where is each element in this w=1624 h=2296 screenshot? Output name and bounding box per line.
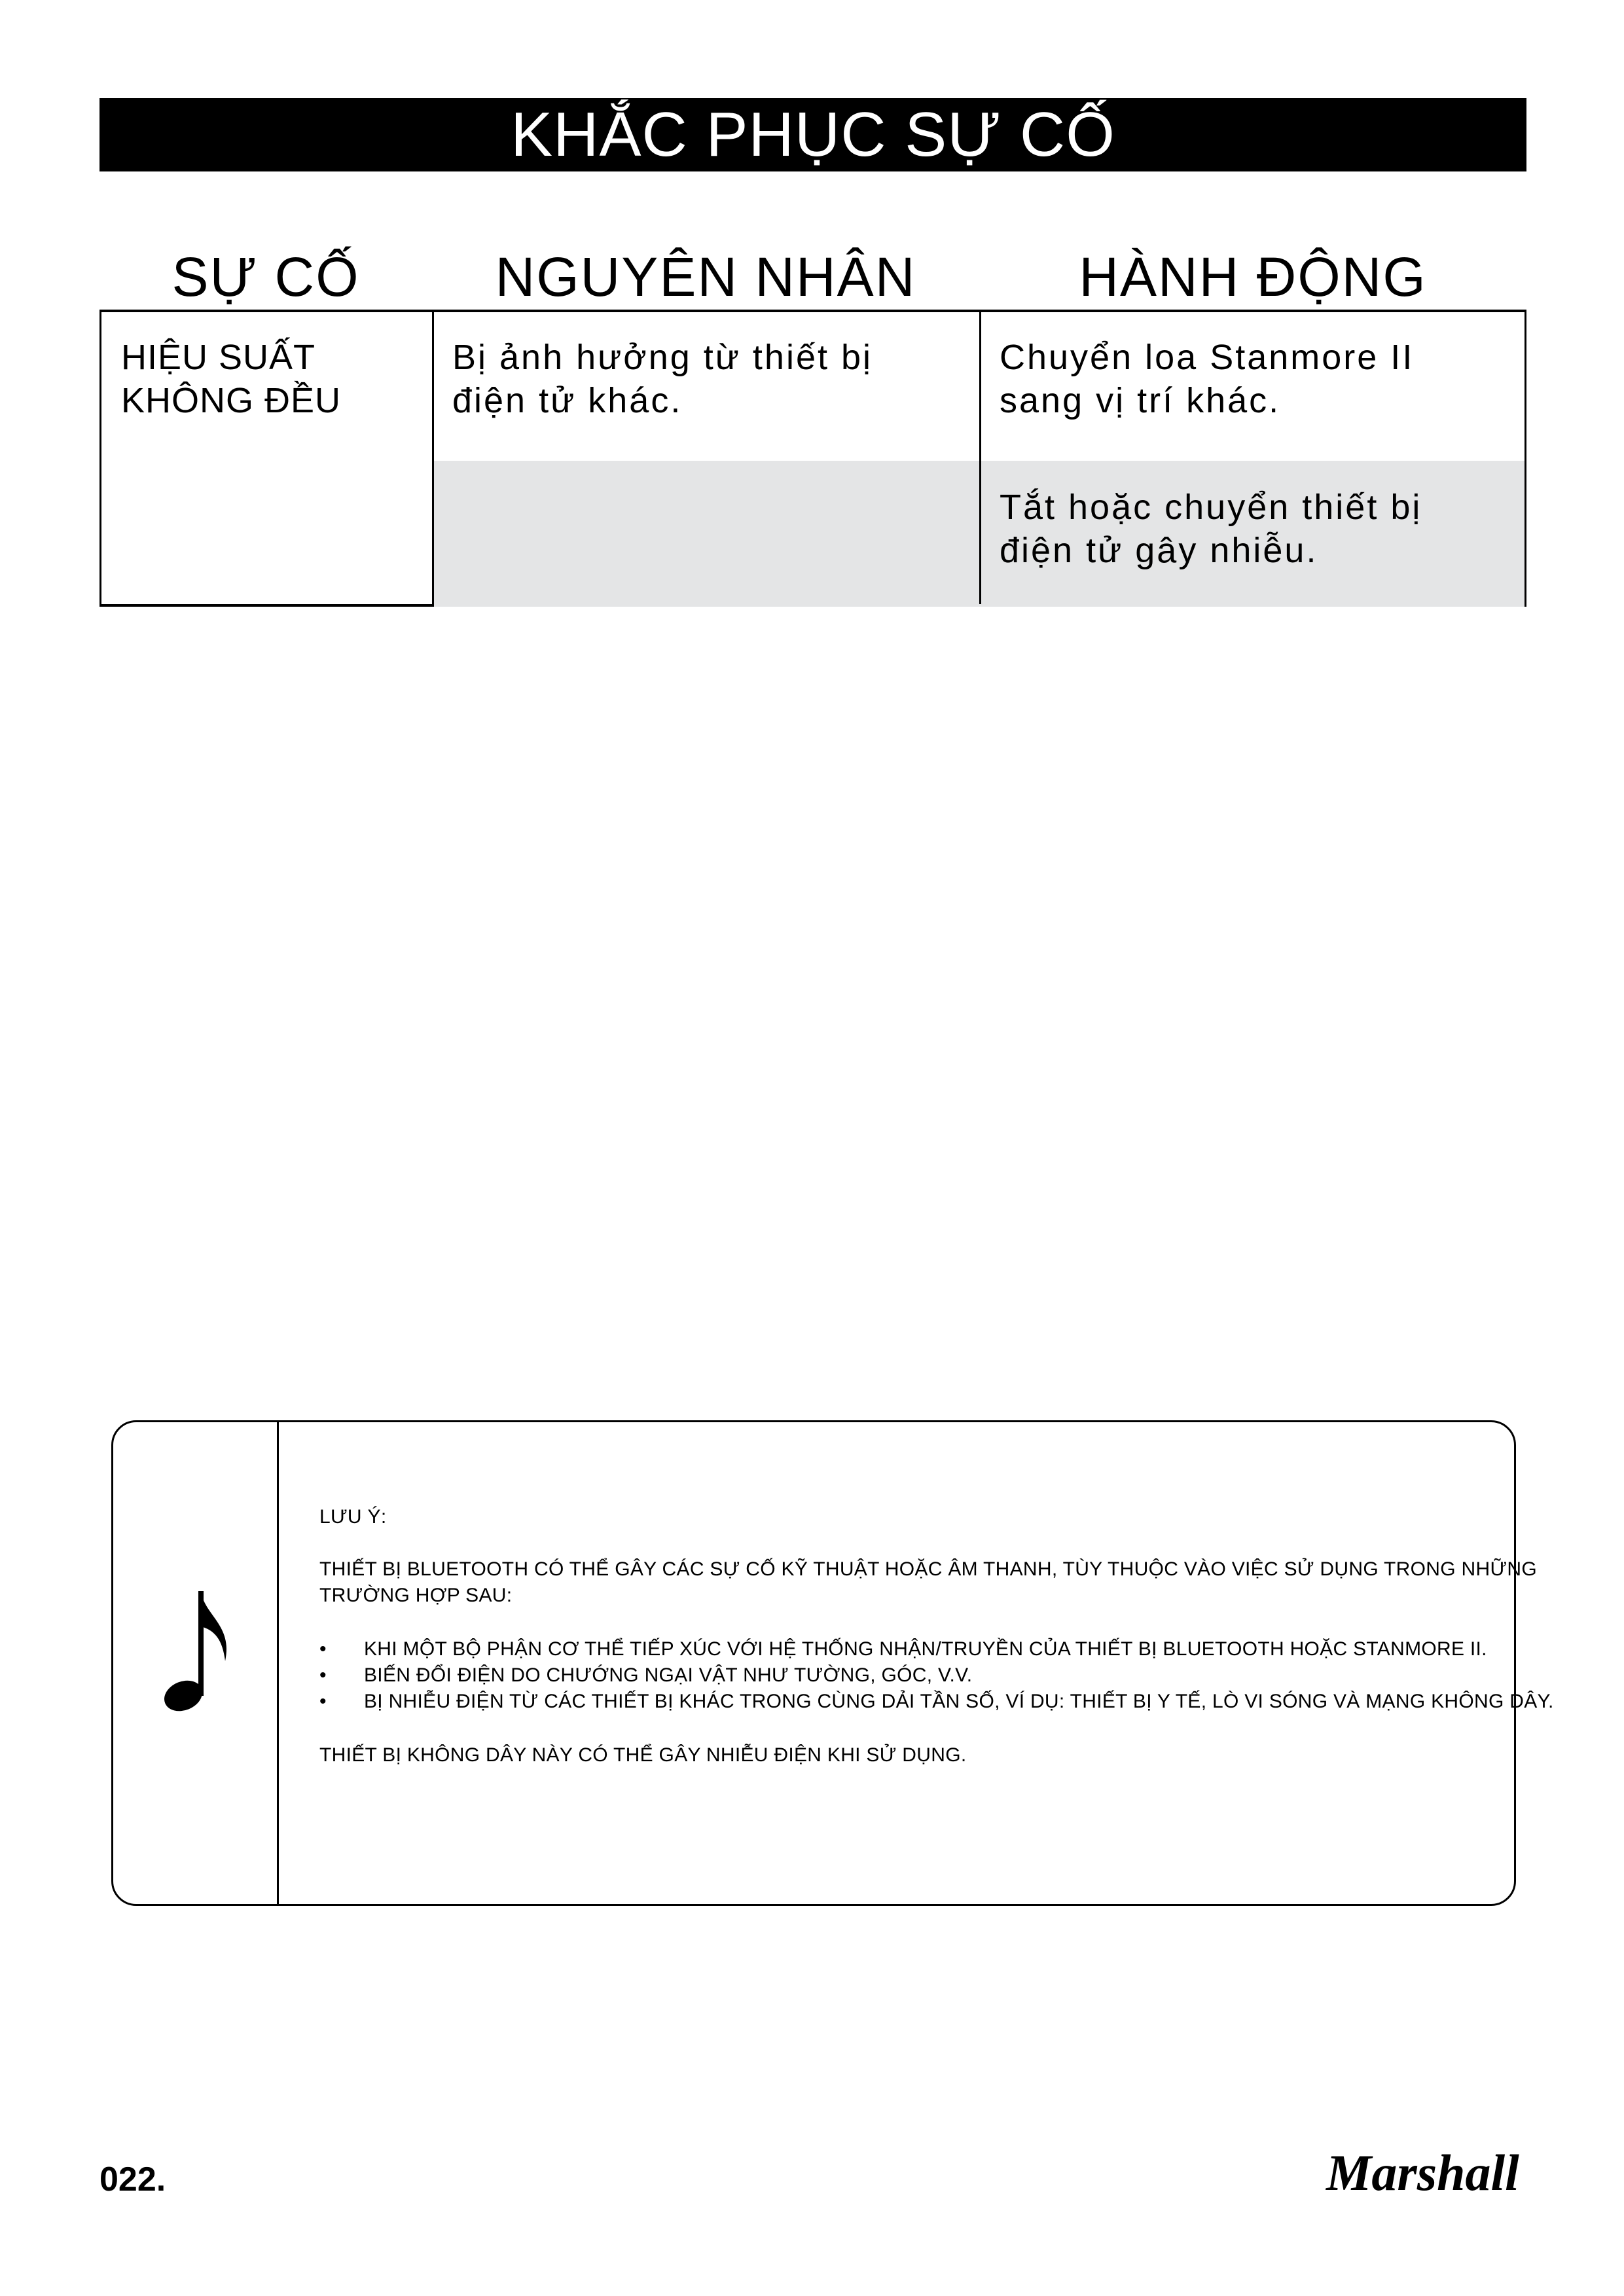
marshall-logo — [1322, 2134, 1532, 2212]
note-box — [111, 1420, 1554, 1906]
header-issue: SỰ CỐ — [171, 246, 360, 308]
note-divider — [277, 1422, 279, 1904]
bullet-icon: • — [319, 1691, 327, 1712]
bullet-icon: • — [319, 1664, 327, 1686]
page-number: 022. — [99, 2161, 166, 2198]
bullet-icon: • — [319, 1638, 327, 1660]
music-note-icon — [162, 1579, 234, 1717]
column-divider — [979, 312, 981, 604]
note-intro: THIẾT BỊ BLUETOOTH CÓ THỂ GÂY CÁC SỰ CỐ KỸ THUẬT HOẶC ÂM THANH, TÙY THUỘC VÀO VIỆC SỬ DỤNG TRONG NHỮNG TRƯỜNG HỢP SAU: — [319, 1558, 1537, 1606]
list-item: • KHI MỘT BỘ PHẬN CƠ THỂ TIẾP XÚC VỚI HỆ THỐNG NHẬN/TRUYỀN CỦA THIẾT BỊ BLUETOOTH HOẶC STANMORE II. — [319, 1636, 1589, 1662]
note-footer: THIẾT BỊ KHÔNG DÂY NÀY CÓ THỂ GÂY NHIỄU ĐIỆN KHI SỬ DỤNG. — [319, 1744, 967, 1766]
logo-text: Marshall — [1326, 2144, 1519, 2201]
header-action: HÀNH ĐỘNG — [1079, 246, 1427, 308]
column-divider — [432, 312, 434, 604]
page-title: KHẮC PHỤC SỰ CỐ — [99, 98, 1526, 171]
list-item: • BIẾN ĐỔI ĐIỆN DO CHƯỚNG NGẠI VẬT NHƯ TƯỜNG, GÓC, V.V. — [319, 1662, 1589, 1689]
troubleshooting-table — [99, 310, 1526, 607]
note-heading: LƯU Ý: — [319, 1506, 387, 1528]
note-content — [319, 1504, 1589, 1768]
note-bullet-list — [319, 1636, 1589, 1715]
action-cell-1: Chuyển loa Stanmore II sang vị trí khác. — [1000, 338, 1415, 420]
action-cell-2: Tắt hoặc chuyển thiết bị điện tử gây nhiễu. — [1000, 488, 1422, 570]
list-item: • BỊ NHIỄU ĐIỆN TỪ CÁC THIẾT BỊ KHÁC TRONG CÙNG DẢI TẦN SỐ, VÍ DỤ: THIẾT BỊ Y TẾ, LÒ VI SÓNG VÀ MẠNG KHÔNG DÂY. — [319, 1689, 1589, 1715]
issue-cell: HIỆU SUẤT KHÔNG ĐỀU — [121, 338, 342, 420]
cause-cell: Bị ảnh hưởng từ thiết bị điện tử khác. — [452, 338, 873, 420]
header-cause: NGUYÊN NHÂN — [495, 246, 916, 308]
